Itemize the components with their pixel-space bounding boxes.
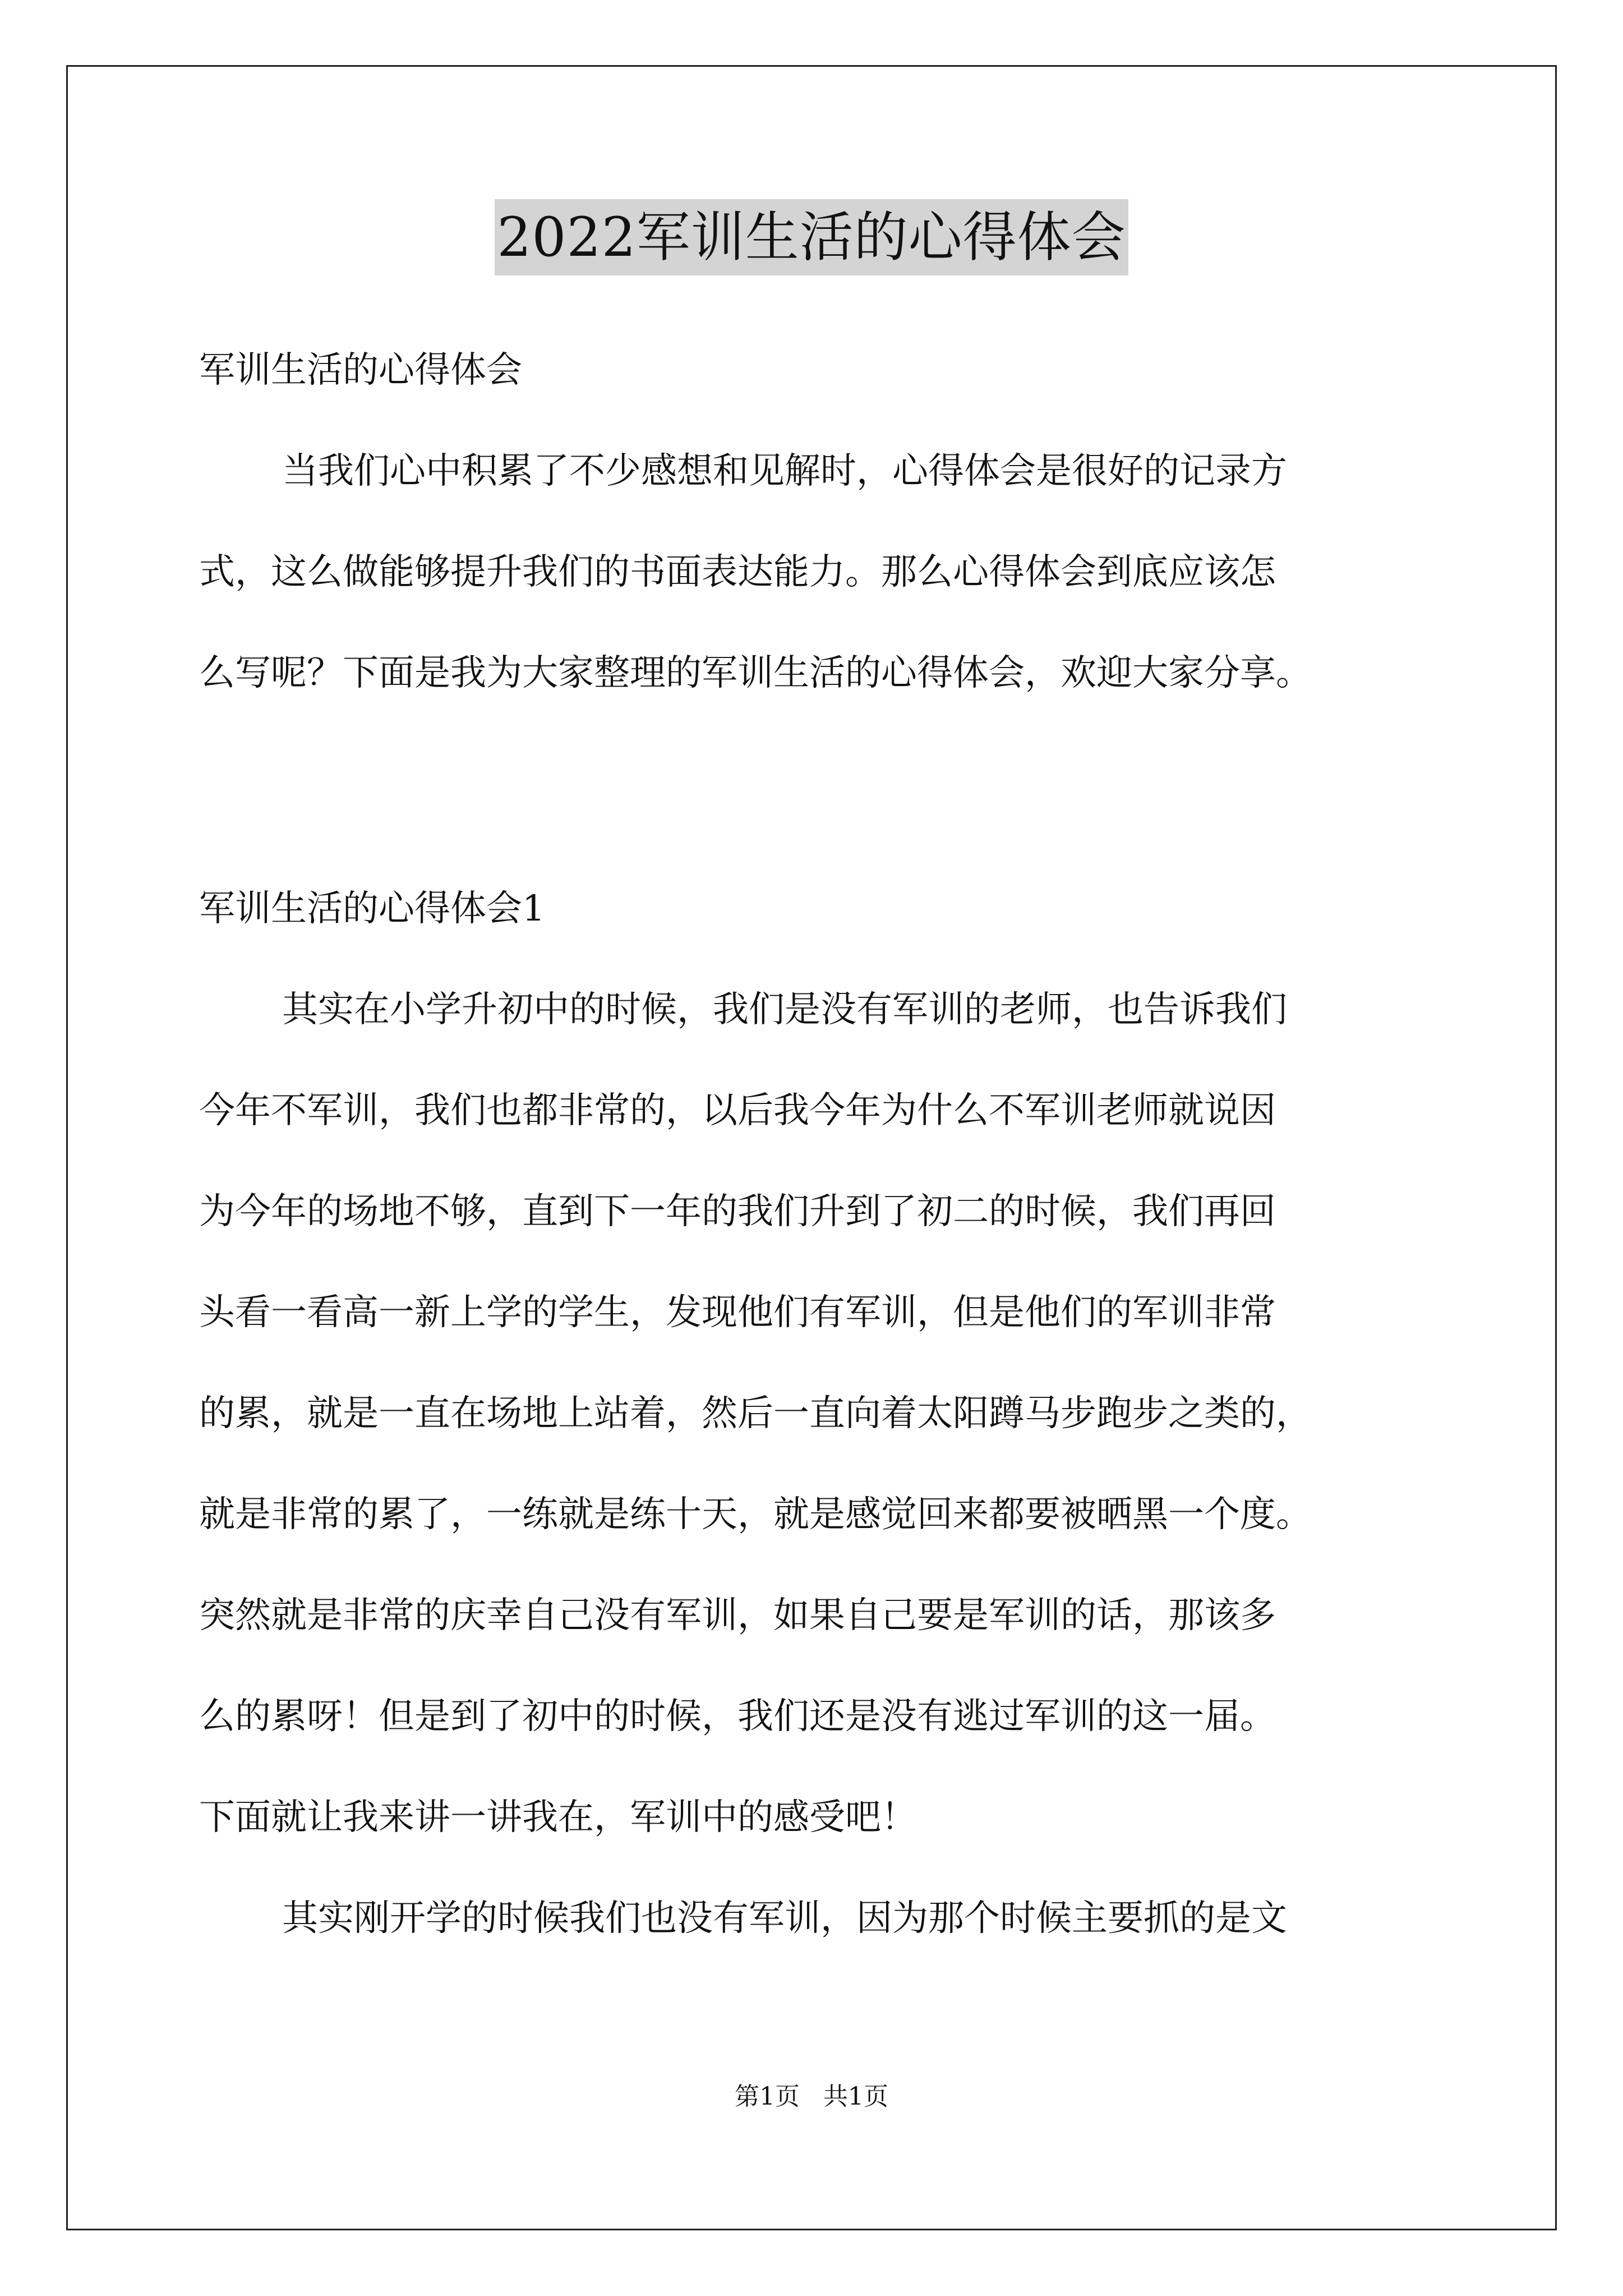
paragraph-line: 的累，就是一直在场地上站着，然后一直向着太阳蹲马步跑步之类的，: [199, 1393, 1312, 1434]
paragraph-line: 就是非常的累了，一练就是练十天，就是感觉回来都要被晒黑一个度。: [199, 1494, 1312, 1535]
subtitle-block: [199, 320, 1433, 421]
paragraph-line: 头看一看高一新上学的学生，发现他们有军训，但是他们的军训非常: [199, 1292, 1276, 1333]
page-footer: [0, 2080, 1623, 2114]
paragraph-line: 今年不军训，我们也都非常的，以后我今年为什么不军训老师就说因: [199, 1090, 1276, 1131]
page-number: 第1页 共1页: [735, 2082, 888, 2111]
title-container: [0, 199, 1623, 275]
section-heading: 军训生活的心得体会1: [199, 888, 545, 930]
paragraph-2: [199, 1868, 1433, 1969]
section-heading-block: [199, 858, 1433, 959]
intro-line: 式，这么做能够提升我们的书面表达能力。那么心得体会到底应该怎: [199, 551, 1276, 593]
paragraph-1: [199, 959, 1433, 1868]
intro-line: 么写呢？下面是我为大家整理的军训生活的心得体会，欢迎大家分享。: [199, 652, 1312, 694]
intro-line: 当我们心中积累了不少感想和见解时，心得体会是很好的记录方: [282, 450, 1287, 492]
intro-paragraph: [199, 421, 1433, 724]
paragraph-line: 突然就是非常的庆幸自己没有军训，如果自己要是军训的话，那该多: [199, 1595, 1276, 1636]
document-title: 2022军训生活的心得体会: [495, 199, 1128, 275]
document-subtitle: 军训生活的心得体会: [199, 349, 522, 391]
paragraph-line: 么的累呀！但是到了初中的时候，我们还是没有逃过军训的这一届。: [199, 1696, 1276, 1737]
paragraph-line: 其实在小学升初中的时候，我们是没有军训的老师，也告诉我们: [282, 989, 1287, 1030]
paragraph-line: 下面就让我来讲一讲我在，军训中的感受吧！: [199, 1797, 917, 1838]
paragraph-line: 为今年的场地不够，直到下一年的我们升到了初二的时候，我们再回: [199, 1191, 1276, 1232]
paragraph-line: 其实刚开学的时候我们也没有军训，因为那个时候主要抓的是文: [282, 1898, 1287, 1939]
